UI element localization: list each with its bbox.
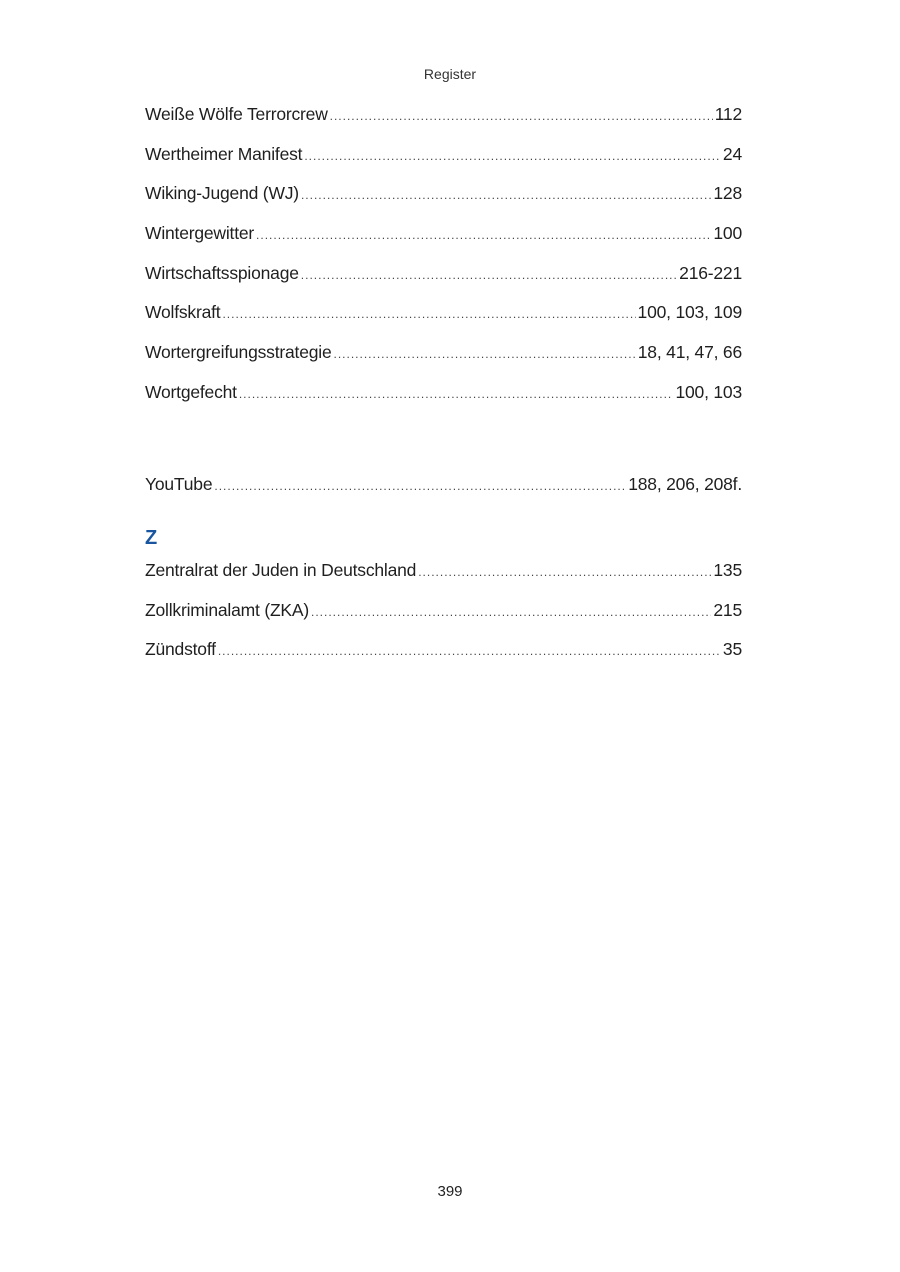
- index-pages: 112: [714, 104, 742, 124]
- index-entry: [145, 263, 742, 303]
- dot-leader: [214, 479, 626, 493]
- index-pages: 24: [722, 143, 742, 164]
- index-term: Wortgefecht: [145, 381, 237, 402]
- index-term: Wolfskraft: [145, 302, 221, 323]
- dot-leader: [239, 387, 674, 401]
- index-entry: [145, 560, 742, 600]
- index-term: Wirtschaftsspionage: [145, 262, 299, 283]
- index-entry: [145, 382, 742, 422]
- index-entry: [145, 223, 742, 263]
- index-pages: 100, 103, 109: [637, 302, 742, 323]
- dot-leader: [301, 268, 677, 282]
- index-pages: 216-221: [679, 262, 742, 283]
- index-term: Wertheimer Manifest: [145, 143, 303, 164]
- dot-leader: [334, 347, 636, 361]
- index-term: Wortergreifungsstrategie: [145, 342, 332, 363]
- index-entry: [145, 639, 742, 679]
- index-pages: 128: [713, 183, 742, 204]
- index-term: Zündstoff: [145, 639, 216, 660]
- index-entry: [145, 342, 742, 382]
- index-term: YouTube: [145, 474, 213, 494]
- index-pages: 135: [713, 560, 742, 580]
- index-pages: 188, 206, 208f.: [628, 474, 742, 494]
- dot-leader: [304, 149, 721, 163]
- index-pages: 215: [713, 599, 742, 620]
- dot-leader: [330, 109, 713, 123]
- index-entry: [145, 104, 742, 144]
- index-term: Wintergewitter: [145, 223, 255, 244]
- index-group-w: [145, 104, 742, 422]
- index-group-y: [145, 474, 742, 514]
- index-term: Wiking-Jugend (WJ): [145, 183, 299, 204]
- index-term: Weiße Wölfe Terrorcrew: [145, 104, 328, 124]
- dot-leader: [222, 307, 635, 321]
- section-heading-z: Z: [145, 527, 158, 549]
- index-entry: [145, 183, 742, 223]
- dot-leader: [256, 228, 711, 242]
- index-entry: [145, 600, 742, 640]
- index-pages: 35: [722, 639, 742, 660]
- index-entry: [145, 302, 742, 342]
- dot-leader: [418, 565, 711, 579]
- index-pages: 18, 41, 47, 66: [637, 342, 742, 363]
- index-term: Zentralrat der Juden in Deutschland: [145, 560, 417, 580]
- dot-leader: [311, 605, 711, 619]
- index-entry: [145, 144, 742, 184]
- dot-leader: [218, 644, 721, 658]
- index-group-z: [145, 560, 742, 679]
- index-entry: [145, 474, 742, 514]
- running-header: Register: [423, 66, 477, 82]
- index-pages: 100, 103: [675, 381, 742, 402]
- index-pages: 100: [713, 223, 742, 244]
- index-term: Zollkriminalamt (ZKA): [145, 599, 310, 620]
- dot-leader: [301, 188, 711, 202]
- page-number: 399: [437, 1183, 463, 1200]
